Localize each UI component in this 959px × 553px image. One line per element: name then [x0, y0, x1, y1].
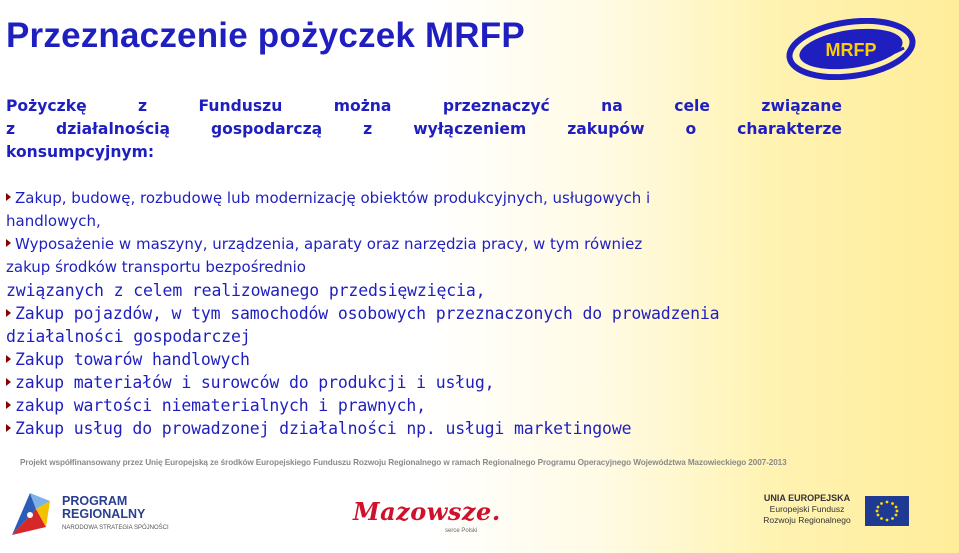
eu-line3: Rozwoju Regionalnego — [763, 515, 851, 525]
program-regionalny-logo — [6, 487, 169, 539]
list-item: Wyposażenie w maszyny, urządzenia, aparaty oraz narzędzia pracy, w tym równiez zakup środków transportu bezpośrednio — [6, 235, 643, 276]
page-title: Przeznaczenie pożyczek MRFP — [6, 16, 525, 55]
bullet-arrow-icon — [6, 424, 11, 432]
program-line1: PROGRAM — [62, 494, 128, 508]
bullet-arrow-icon — [6, 401, 11, 409]
eu-text — [748, 493, 866, 526]
eu-flag-icon — [865, 496, 909, 526]
eu-logo — [748, 493, 948, 533]
program-line3: NARODOWA STRATEGIA SPÓJNOŚCI — [62, 525, 169, 531]
eu-line1: UNIA EUROPEJSKA — [763, 493, 851, 503]
bullet-arrow-icon — [6, 355, 11, 363]
list-item: Zakup pojazdów, w tym samochodów osobowych przeznaczonych do prowadzenia działalności gospodarczej — [6, 304, 720, 346]
list-item: Zakup towarów handlowych — [6, 348, 906, 371]
list-item: związanych z celem realizowanego przedsięwzięcia, — [6, 281, 486, 300]
mrfp-logo — [786, 18, 916, 80]
bullet-arrow-icon — [6, 239, 11, 247]
intro-line: z działalnością gospodarczą z wyłączeniem zakupów o charakterze — [6, 120, 842, 138]
intro-paragraph — [6, 95, 842, 164]
list-item: zakup wartości niematerialnych i prawnych, — [6, 394, 906, 417]
list-item: Zakup, budowę, rozbudowę lub modernizację obiektów produkcyjnych, usługowych i handlowych, — [6, 189, 651, 230]
mrfp-logo-mark — [786, 18, 916, 80]
eu-line2: Europejski Fundusz — [769, 504, 845, 514]
program-flag-icon — [6, 487, 56, 539]
mazowsze-logo — [353, 497, 503, 545]
mazowsze-sub: serce Polski — [445, 528, 478, 534]
bullet-arrow-icon — [6, 378, 11, 386]
bullet-arrow-icon — [6, 193, 11, 201]
list-item: Zakup usług do prowadzonej działalności np. usługi marketingowe — [6, 417, 906, 440]
bullet-arrow-icon — [6, 309, 11, 317]
purpose-list — [6, 187, 906, 440]
intro-line: Pożyczkę z Funduszu można przeznaczyć na cele związane — [6, 97, 842, 115]
mrfp-logo-text: MRFP — [825, 40, 877, 60]
project-funding-note: Projekt współfinansowany przez Unię Europejską ze środków Europejskiego Funduszu Rozwoju Regionalnego w ramach Regionalnego Programu Operacyjnego Województwa Mazowieckiego 2007-2013 — [20, 458, 787, 467]
program-line2: REGIONALNY — [62, 507, 146, 521]
mazowsze-word: Mazowsze. — [353, 497, 501, 526]
list-item: zakup materiałów i surowców do produkcji i usług, — [6, 371, 906, 394]
intro-line: konsumpcyjnym: — [6, 143, 155, 161]
